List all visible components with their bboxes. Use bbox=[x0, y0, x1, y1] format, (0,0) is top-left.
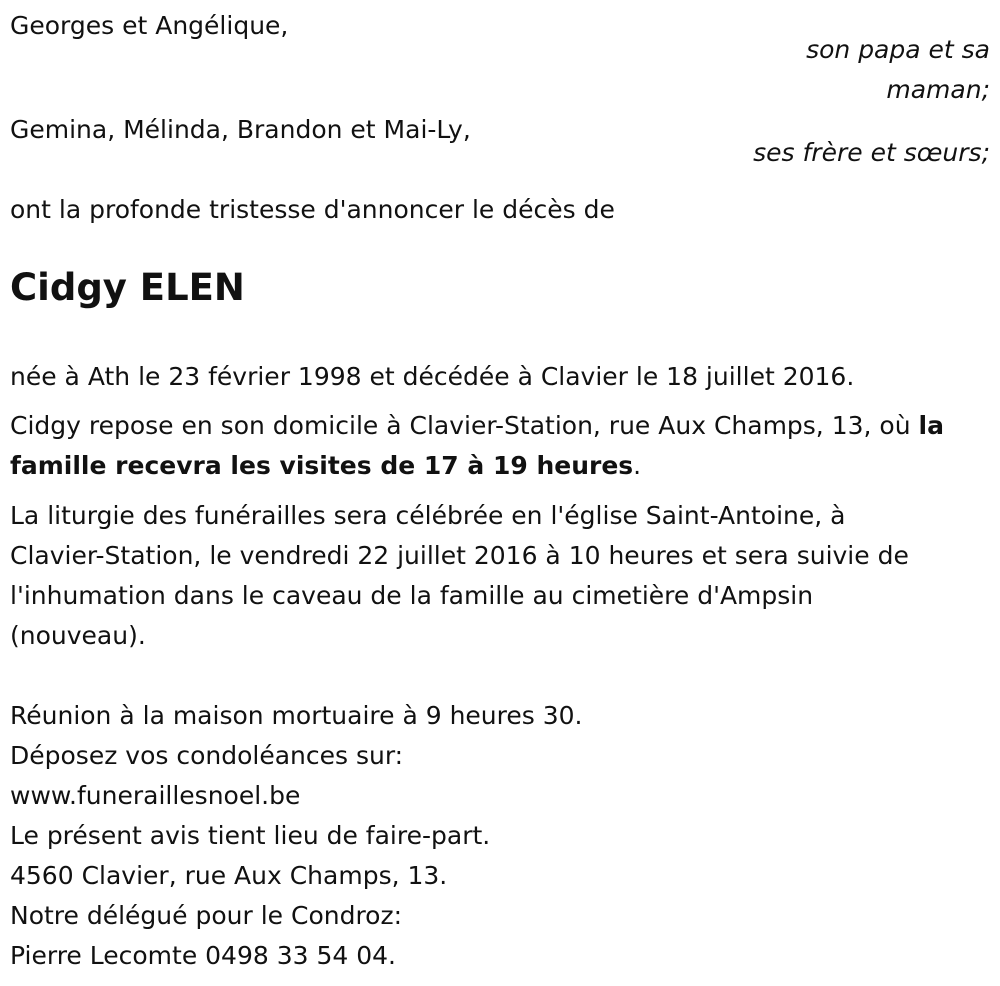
visitation-hours: famille recevra les visites de 17 à 19 heures bbox=[10, 451, 634, 480]
visitation-line-1 bbox=[10, 406, 944, 446]
funeral-line-4: (nouveau). bbox=[10, 621, 146, 650]
delegate-label: Notre délégué pour le Condroz: bbox=[10, 901, 403, 930]
funeral-line-2: Clavier-Station, le vendredi 22 juillet 2016 à 10 heures et sera suivie de bbox=[10, 541, 909, 570]
visitation-line-2 bbox=[10, 446, 641, 486]
address: 4560 Clavier, rue Aux Champs, 13. bbox=[10, 861, 448, 890]
parents-role-line1: son papa et sa bbox=[806, 35, 990, 64]
notice-statement: Le présent avis tient lieu de faire-part. bbox=[10, 821, 491, 850]
deceased-name: Cidgy ELEN bbox=[10, 266, 245, 309]
meeting-info: Réunion à la maison mortuaire à 9 heures 30. bbox=[10, 701, 583, 730]
siblings-names: Gemina, Mélinda, Brandon et Mai-Ly, bbox=[10, 115, 471, 144]
funeral-website-link[interactable]: www.funeraillesnoel.be bbox=[10, 781, 301, 810]
visitation-end: . bbox=[633, 451, 642, 480]
funeral-line-1: La liturgie des funérailles sera célébrée en l'église Saint-Antoine, à bbox=[10, 501, 846, 530]
parents-role-line2: maman; bbox=[886, 75, 990, 104]
funeral-line-3: l'inhumation dans le caveau de la famille au cimetière d'Ampsin bbox=[10, 581, 814, 610]
delegate-contact: Pierre Lecomte 0498 33 54 04. bbox=[10, 941, 396, 970]
visitation-text: Cidgy repose en son domicile à Clavier-Station, rue Aux Champs, 13, où bbox=[10, 411, 919, 440]
visitation-bold-start: la bbox=[918, 411, 944, 440]
birth-death-dates: née à Ath le 23 février 1998 et décédée à Clavier le 18 juillet 2016. bbox=[10, 362, 855, 391]
siblings-role: ses frère et sœurs; bbox=[753, 138, 990, 167]
condolences-label: Déposez vos condoléances sur: bbox=[10, 741, 404, 770]
parents-names: Georges et Angélique, bbox=[10, 11, 289, 40]
announcement-text: ont la profonde tristesse d'annoncer le décès de bbox=[10, 195, 615, 224]
